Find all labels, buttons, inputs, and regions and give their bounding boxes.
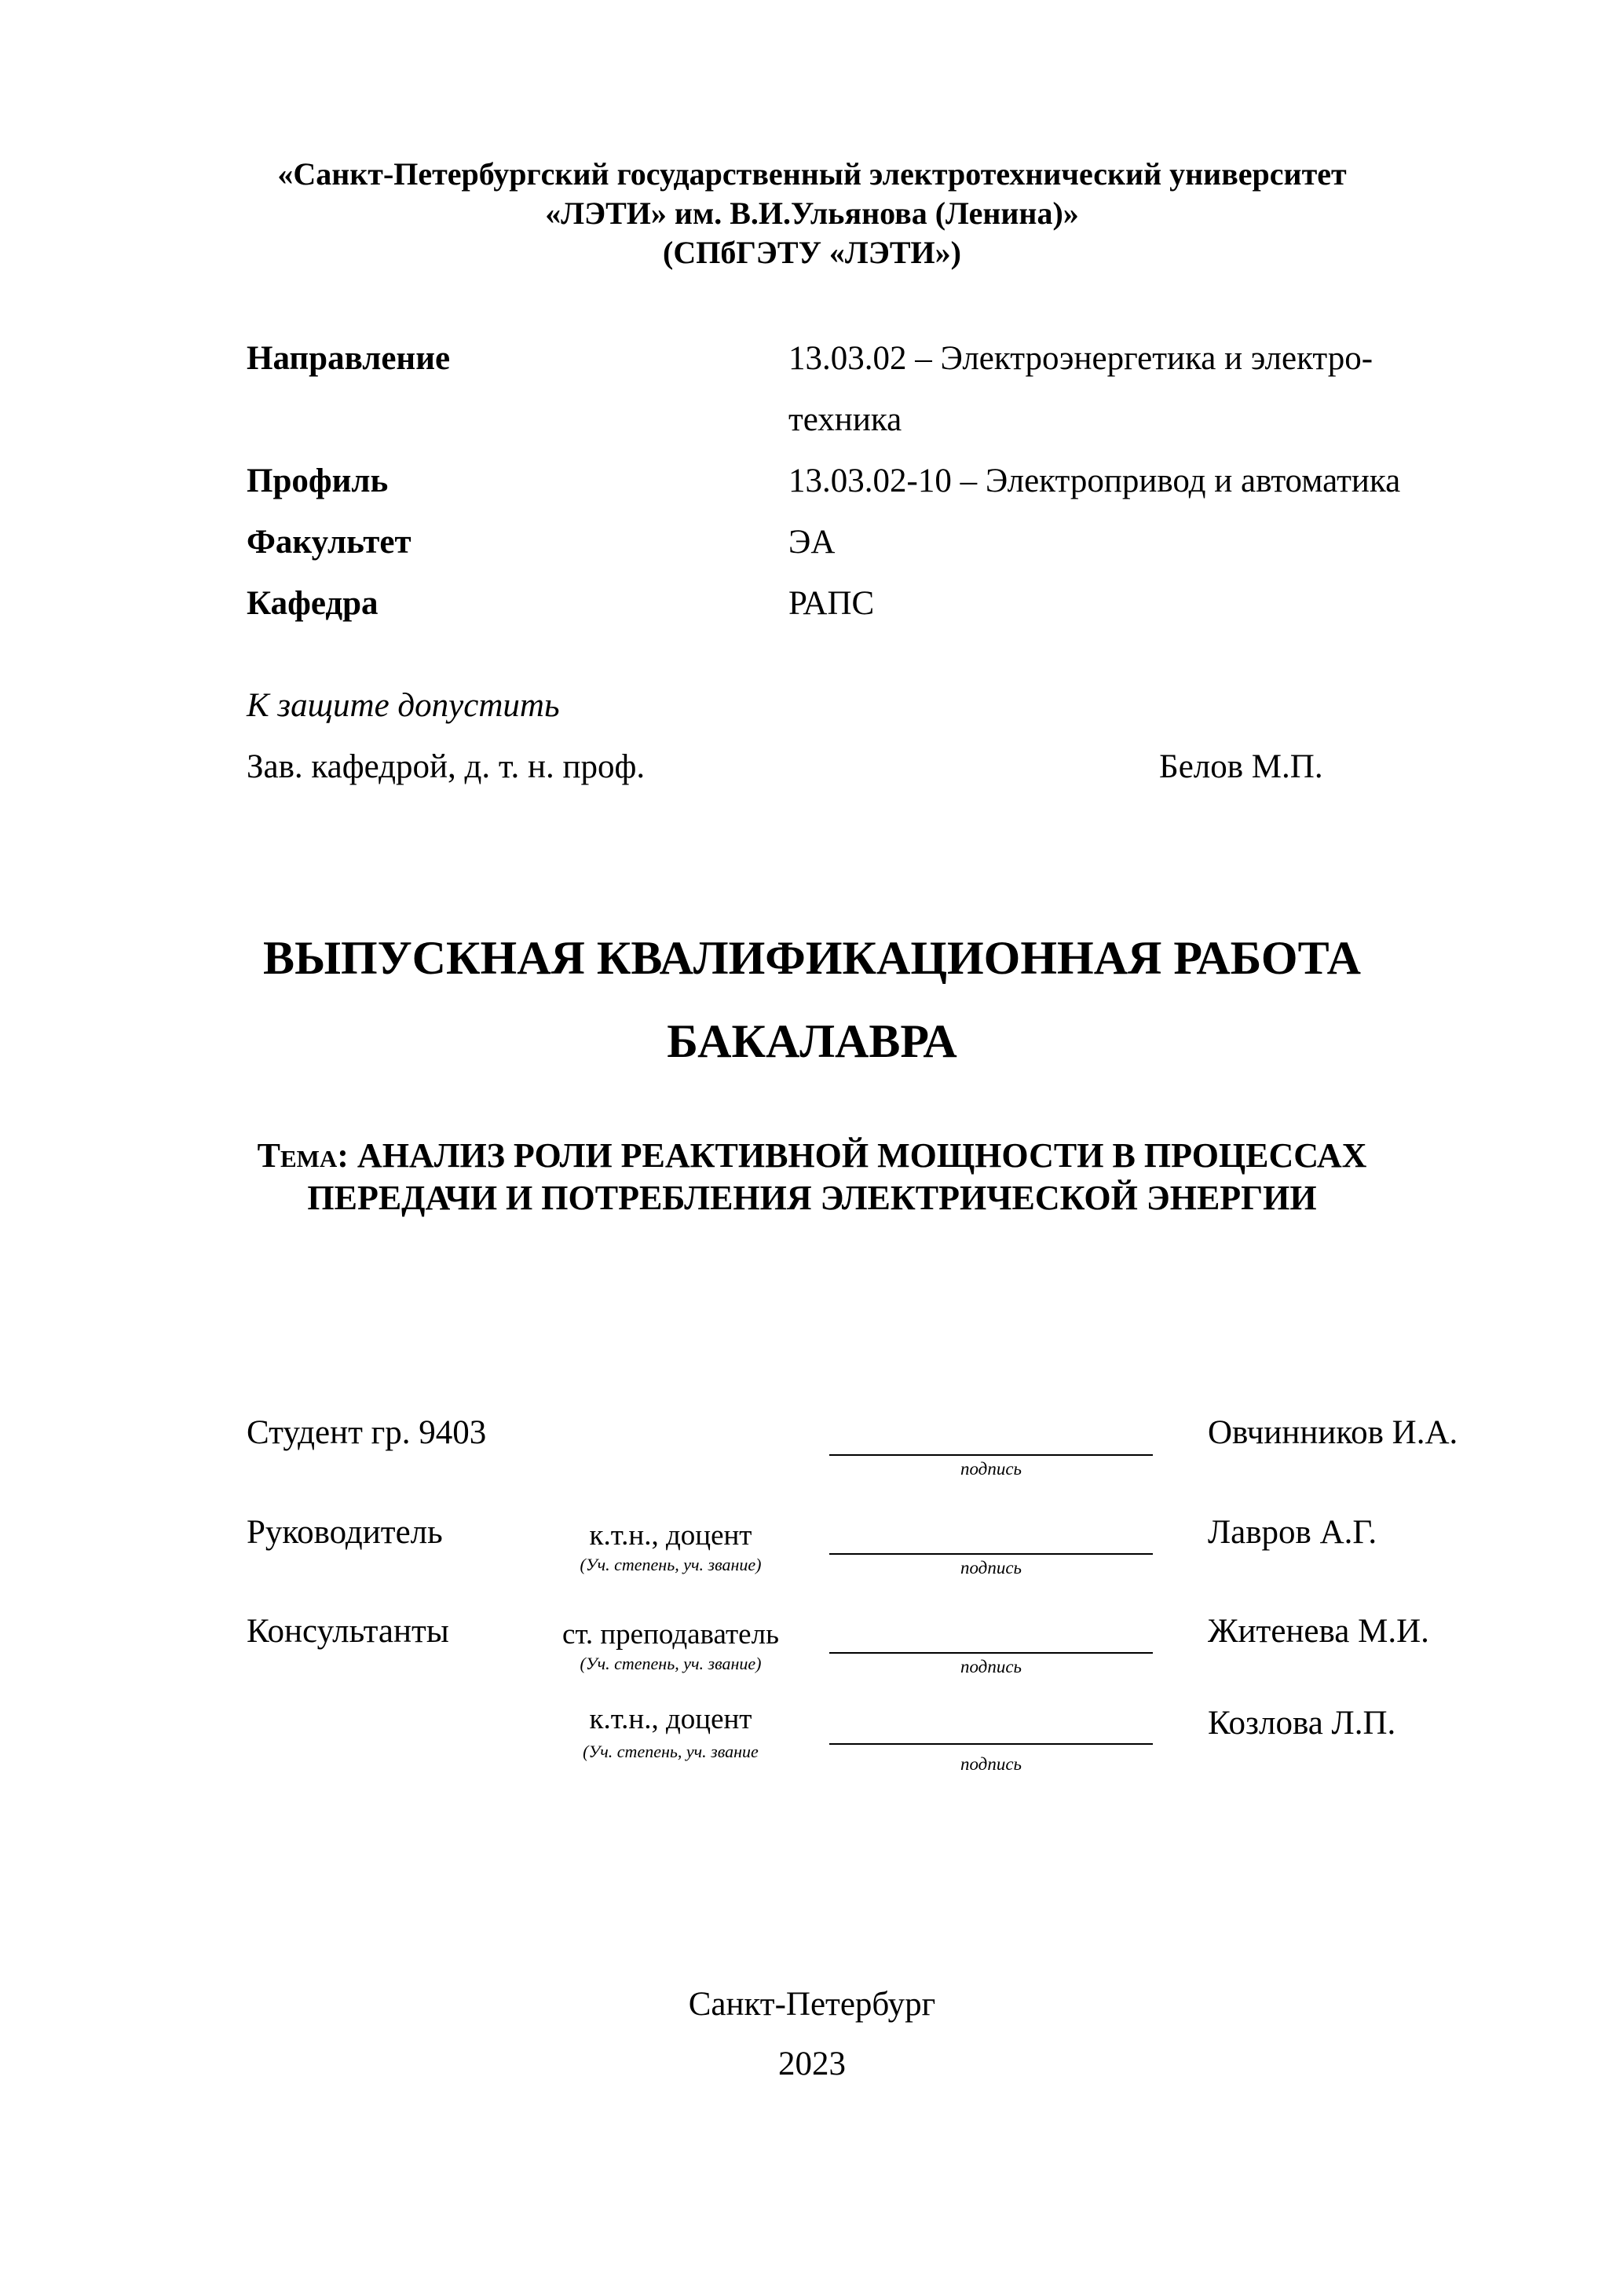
department-label: Кафедра [247, 585, 379, 622]
year: 2023 [778, 2046, 846, 2082]
consultant2-signature-hint: подпись [960, 1754, 1022, 1774]
city: Санкт-Петербург [688, 1986, 936, 2023]
profile-value: 13.03.02-10 – Электропривод и автоматика [788, 462, 1401, 499]
theme-line1 [0, 1135, 1624, 1175]
university-name-line2: «ЛЭТИ» им. В.И.Ульянова (Ленина)» [545, 196, 1079, 231]
consultant1-name: Житенева М.И. [1208, 1613, 1429, 1650]
department-value: РАПС [788, 585, 875, 622]
consultant2-name: Козлова Л.П. [1208, 1705, 1396, 1742]
supervisor-degree: к.т.н., доцент [589, 1519, 752, 1552]
theme-text-line1: АНАЛИЗ РОЛИ РЕАКТИВНОЙ МОЩНОСТИ В ПРОЦЕССАХ [357, 1136, 1367, 1175]
consultant2-signature-line [829, 1743, 1153, 1745]
student-role: Студент гр. 9403 [247, 1414, 487, 1451]
supervisor-role: Руководитель [247, 1514, 443, 1551]
supervisor-signature-hint: подпись [960, 1558, 1022, 1578]
consultants-role: Консультанты [247, 1613, 449, 1650]
direction-value-continued: техника [788, 401, 902, 438]
student-name: Овчинников И.А. [1208, 1414, 1458, 1451]
supervisor-degree-hint: (Уч. степень, уч. звание) [580, 1555, 762, 1574]
approval-caption: К защите допустить [247, 687, 560, 724]
student-signature-hint: подпись [960, 1459, 1022, 1479]
profile-label: Профиль [247, 462, 389, 499]
work-title-line2: БАКАЛАВРА [667, 1015, 957, 1067]
university-abbreviation: (СПбГЭТУ «ЛЭТИ») [663, 235, 961, 270]
theme-prefix: Тема: [257, 1136, 349, 1175]
university-name-line1: «Санкт-Петербургский государственный электротехнический университет [277, 156, 1347, 192]
supervisor-name: Лавров А.Г. [1208, 1514, 1377, 1551]
direction-label: Направление [247, 340, 451, 377]
approval-role: Зав. кафедрой, д. т. н. проф. [247, 748, 646, 785]
theme-line2: ПЕРЕДАЧИ И ПОТРЕБЛЕНИЯ ЭЛЕКТРИЧЕСКОЙ ЭНЕРГИИ [307, 1179, 1317, 1217]
work-title-line1: ВЫПУСКНАЯ КВАЛИФИКАЦИОННАЯ РАБОТА [263, 932, 1361, 984]
consultant1-signature-line [829, 1652, 1153, 1654]
faculty-label: Факультет [247, 524, 411, 561]
approval-name: Белов М.П. [1159, 748, 1323, 785]
consultant2-degree-hint: (Уч. степень, уч. звание [583, 1742, 759, 1761]
faculty-value: ЭА [788, 524, 836, 561]
direction-value: 13.03.02 – Электроэнергетика и электро- [788, 340, 1373, 377]
student-signature-line [829, 1454, 1153, 1456]
consultant2-degree: к.т.н., доцент [589, 1703, 752, 1735]
consultant1-degree: ст. преподаватель [562, 1618, 779, 1651]
consultant1-degree-hint: (Уч. степень, уч. звание) [580, 1654, 762, 1673]
supervisor-signature-line [829, 1553, 1153, 1555]
consultant1-signature-hint: подпись [960, 1657, 1022, 1676]
